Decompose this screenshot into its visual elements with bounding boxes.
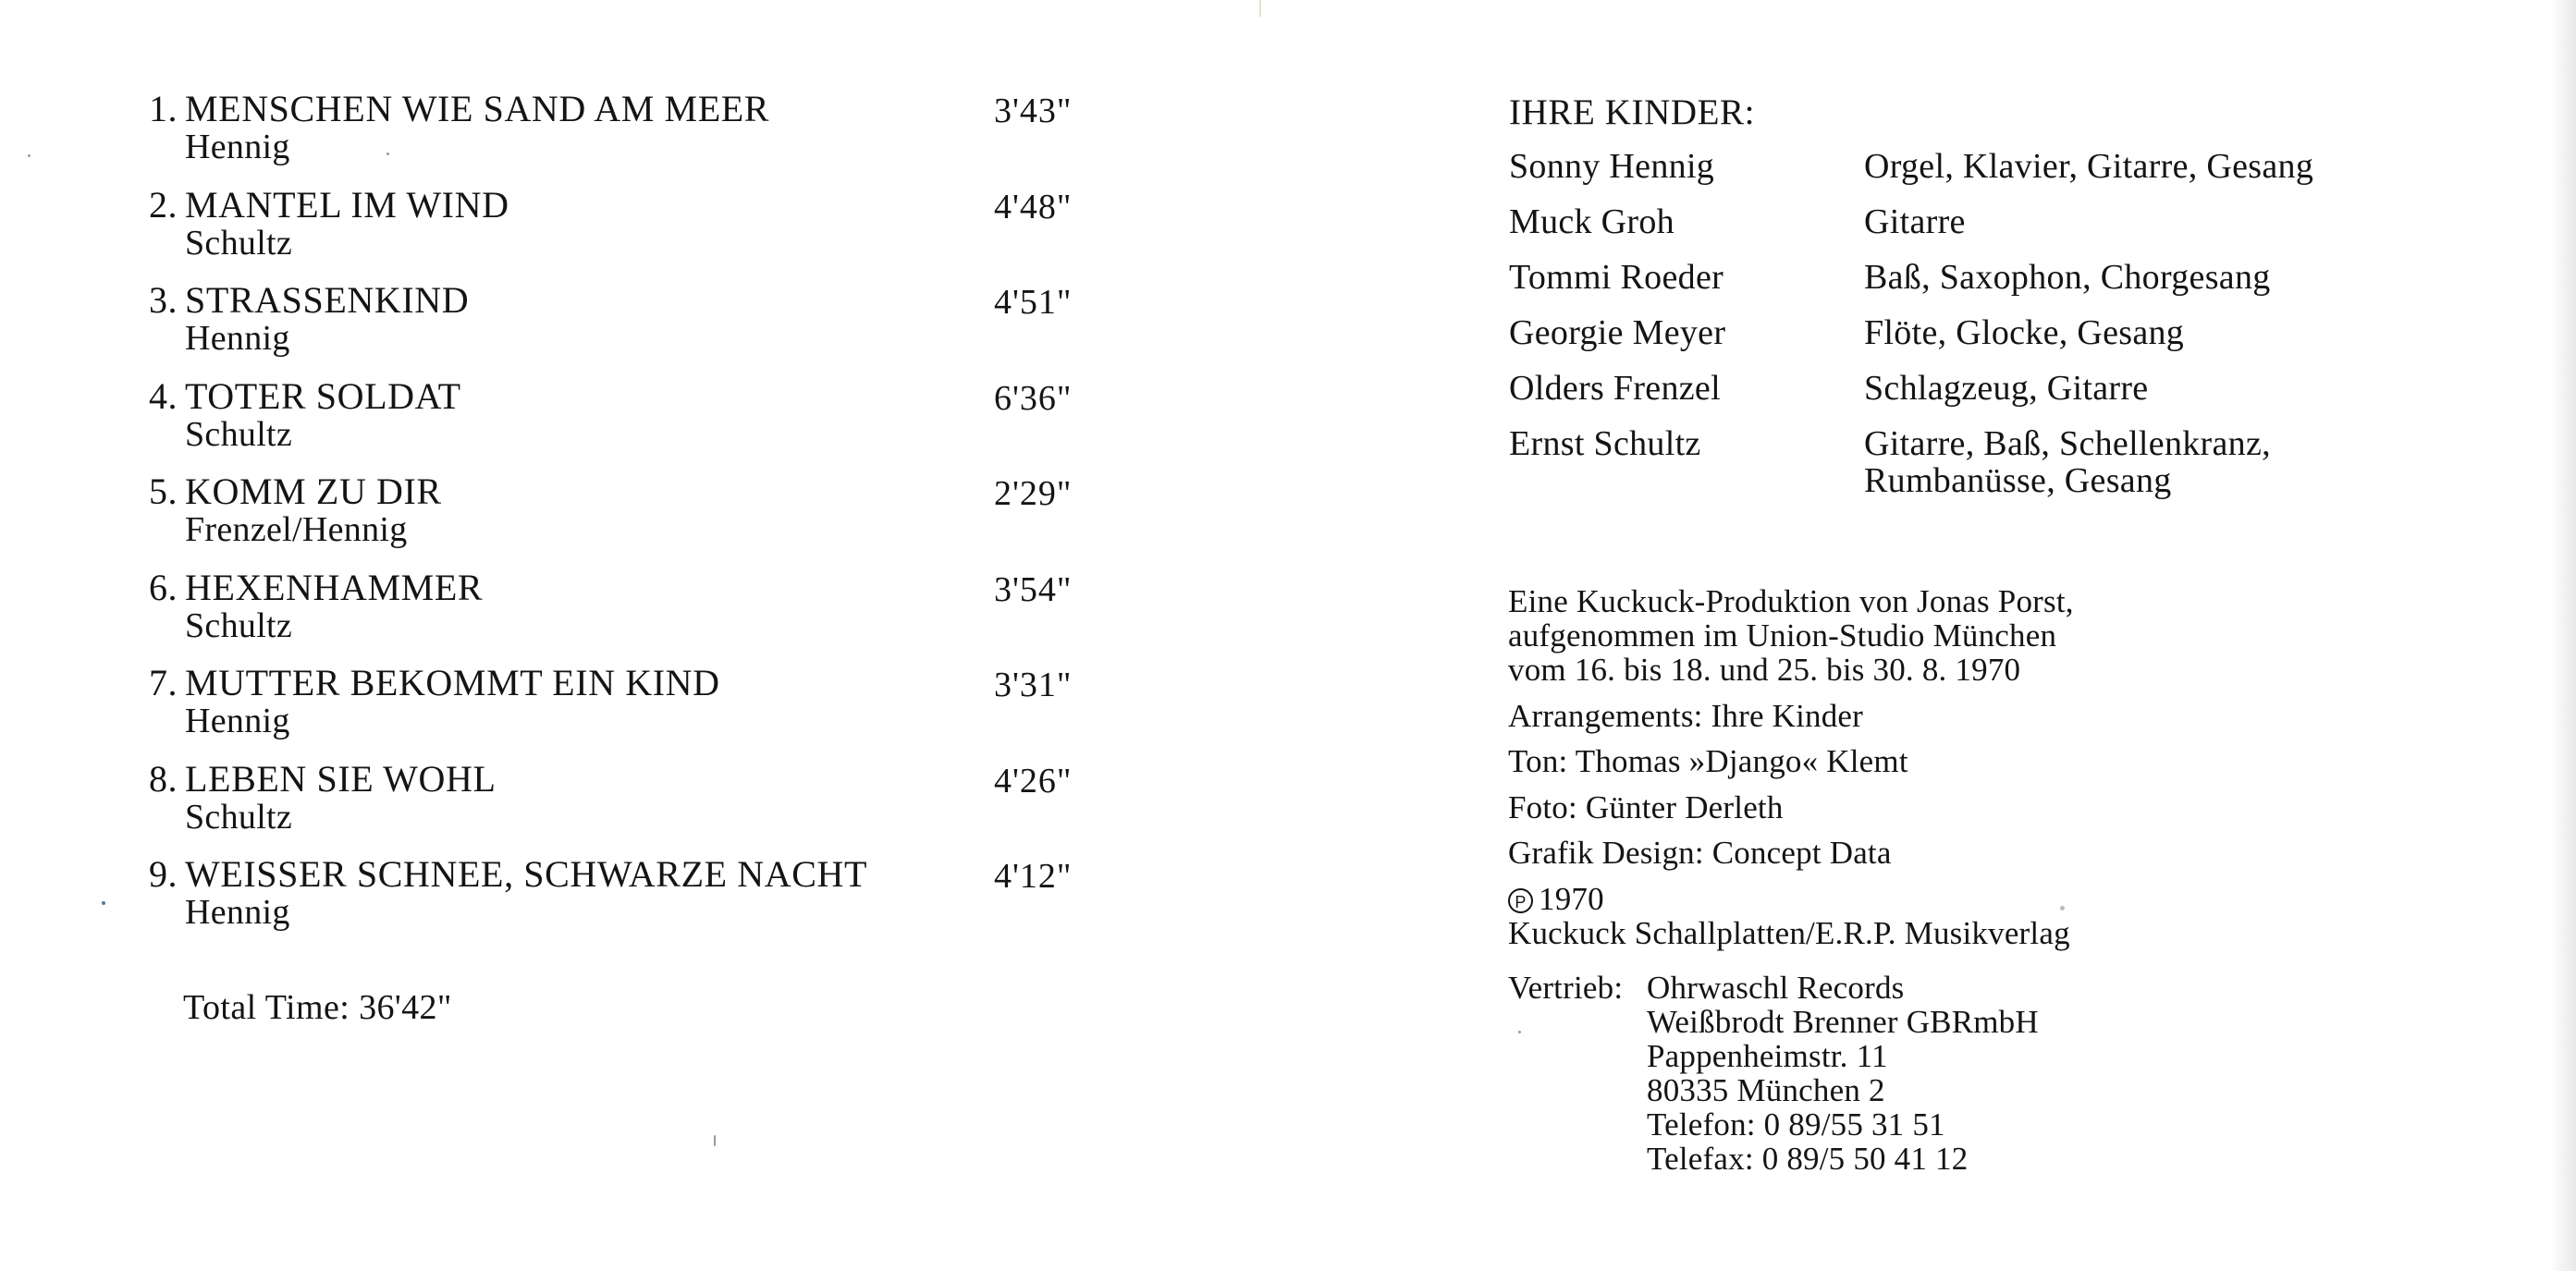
track-author: Schultz bbox=[185, 797, 293, 837]
dust-speck bbox=[28, 154, 31, 157]
member-name: Muck Groh bbox=[1509, 202, 1674, 241]
track-item bbox=[129, 663, 1110, 759]
distribution-line: Ohrwaschl Records bbox=[1647, 969, 1905, 1006]
band-members bbox=[1509, 92, 2434, 503]
track-number: 8. bbox=[149, 757, 178, 800]
track-number: 4. bbox=[149, 374, 178, 417]
copyright-year-line bbox=[1508, 882, 2433, 916]
track-duration: 4'51" bbox=[994, 283, 1073, 322]
track-author: Schultz bbox=[185, 414, 293, 454]
distribution-line: Telefon: 0 89/55 31 51 bbox=[1647, 1106, 1945, 1143]
member-name: Ernst Schultz bbox=[1509, 424, 1701, 463]
track-number: 7. bbox=[149, 662, 178, 703]
track-item bbox=[129, 854, 1110, 950]
distribution-line: Pappenheimstr. 11 bbox=[1647, 1037, 1888, 1074]
track-title: STRASSENKIND bbox=[185, 279, 470, 321]
sound-credit: Ton: Thomas »Django« Klemt bbox=[1508, 743, 1908, 779]
track-number: 6. bbox=[149, 566, 178, 608]
track-author: Frenzel/Hennig bbox=[185, 510, 408, 549]
arrangements-credit: Arrangements: Ihre Kinder bbox=[1508, 697, 1864, 734]
track-title: KOMM ZU DIR bbox=[185, 471, 442, 512]
track-title: HEXENHAMMER bbox=[185, 566, 484, 608]
track-duration: 6'36" bbox=[994, 378, 1073, 418]
production-note bbox=[1508, 584, 2433, 687]
track-title: MUTTER BEKOMMT EIN KIND bbox=[185, 662, 720, 703]
distribution-info bbox=[1508, 971, 2433, 1176]
member-instruments: Gitarre, Baß, Schellenkranz, bbox=[1864, 424, 2271, 463]
production-line: Eine Kuckuck-Produktion von Jonas Porst, bbox=[1508, 583, 2074, 619]
member-name: Olders Frenzel bbox=[1509, 369, 1721, 408]
track-item bbox=[129, 185, 1110, 281]
track-title: TOTER SOLDAT bbox=[185, 374, 461, 417]
track-duration: 2'29" bbox=[994, 474, 1073, 513]
track-author: Schultz bbox=[185, 605, 293, 645]
production-line: vom 16. bis 18. und 25. bis 30. 8. 1970 bbox=[1508, 652, 2021, 688]
center-fold-mark bbox=[1259, 0, 1261, 17]
track-author: Schultz bbox=[185, 223, 293, 263]
phonogram-copyright-icon: P bbox=[1508, 888, 1533, 913]
track-number: 5. bbox=[149, 471, 178, 512]
distribution-line: Weißbrodt Brenner GBRmbH bbox=[1647, 1003, 2039, 1040]
track-item bbox=[129, 376, 1110, 472]
track-number: 2. bbox=[149, 183, 178, 226]
page-edge-shadow bbox=[2550, 0, 2576, 1271]
member-instruments: Orgel, Klavier, Gitarre, Gesang bbox=[1864, 147, 2314, 186]
track-item bbox=[129, 759, 1110, 855]
track-duration: 4'12" bbox=[994, 857, 1073, 896]
track-item bbox=[129, 89, 1110, 185]
member-instruments: Gitarre bbox=[1864, 202, 1966, 241]
total-time: Total Time: 36'42" bbox=[183, 988, 452, 1027]
member-instruments: Baß, Saxophon, Chorgesang bbox=[1864, 258, 2271, 297]
dust-speck bbox=[714, 1135, 716, 1146]
track-item bbox=[129, 568, 1110, 664]
member-instruments: Schlagzeug, Gitarre bbox=[1864, 369, 2149, 408]
member-instruments: Rumbanüsse, Gesang bbox=[1864, 461, 2172, 500]
track-author: Hennig bbox=[185, 319, 290, 358]
design-credit: Grafik Design: Concept Data bbox=[1508, 835, 1892, 871]
member-row bbox=[1509, 203, 2434, 259]
track-duration: 4'48" bbox=[994, 187, 1073, 226]
member-row bbox=[1509, 370, 2434, 425]
track-duration: 3'31" bbox=[994, 666, 1073, 704]
distribution-address bbox=[1647, 971, 2433, 1176]
track-item bbox=[129, 280, 1110, 376]
track-author: Hennig bbox=[185, 128, 290, 166]
member-row bbox=[1509, 148, 2434, 203]
track-title: MANTEL IM WIND bbox=[185, 183, 509, 226]
member-row bbox=[1509, 425, 2434, 503]
track-duration: 3'54" bbox=[994, 569, 1073, 609]
photo-credit: Foto: Günter Derleth bbox=[1508, 788, 1784, 825]
distribution-label: Vertrieb: bbox=[1508, 969, 1624, 1006]
copyright-year: 1970 bbox=[1539, 880, 1604, 917]
tracklist bbox=[129, 89, 1110, 950]
track-title: LEBEN SIE WOHL bbox=[185, 757, 497, 800]
copyright-holder: Kuckuck Schallplatten/E.R.P. Musikverlag bbox=[1508, 914, 2070, 951]
credits bbox=[1508, 584, 2433, 1176]
member-row bbox=[1509, 314, 2434, 370]
member-name: Sonny Hennig bbox=[1509, 147, 1715, 186]
track-title: WEISSER SCHNEE, SCHWARZE NACHT bbox=[185, 853, 868, 895]
members-heading: IHRE KINDER: bbox=[1509, 92, 1756, 132]
track-author: Hennig bbox=[185, 893, 290, 932]
member-name: Tommi Roeder bbox=[1509, 258, 1724, 297]
dust-speck bbox=[102, 901, 105, 905]
track-item bbox=[129, 471, 1110, 568]
member-name: Georgie Meyer bbox=[1509, 313, 1726, 352]
distribution-line: Telefax: 0 89/5 50 41 12 bbox=[1647, 1140, 1969, 1177]
track-duration: 4'26" bbox=[994, 761, 1073, 800]
production-line: aufgenommen im Union-Studio München bbox=[1508, 617, 2057, 654]
member-row bbox=[1509, 259, 2434, 314]
track-number: 3. bbox=[149, 279, 178, 321]
track-number: 1. bbox=[149, 88, 178, 129]
copyright-notice bbox=[1508, 882, 2433, 950]
member-instruments: Flöte, Glocke, Gesang bbox=[1864, 313, 2185, 352]
track-author: Hennig bbox=[185, 702, 290, 740]
track-title: MENSCHEN WIE SAND AM MEER bbox=[185, 88, 770, 129]
track-number: 9. bbox=[149, 853, 178, 895]
distribution-line: 80335 München 2 bbox=[1647, 1071, 1885, 1108]
track-duration: 3'43" bbox=[994, 92, 1073, 130]
